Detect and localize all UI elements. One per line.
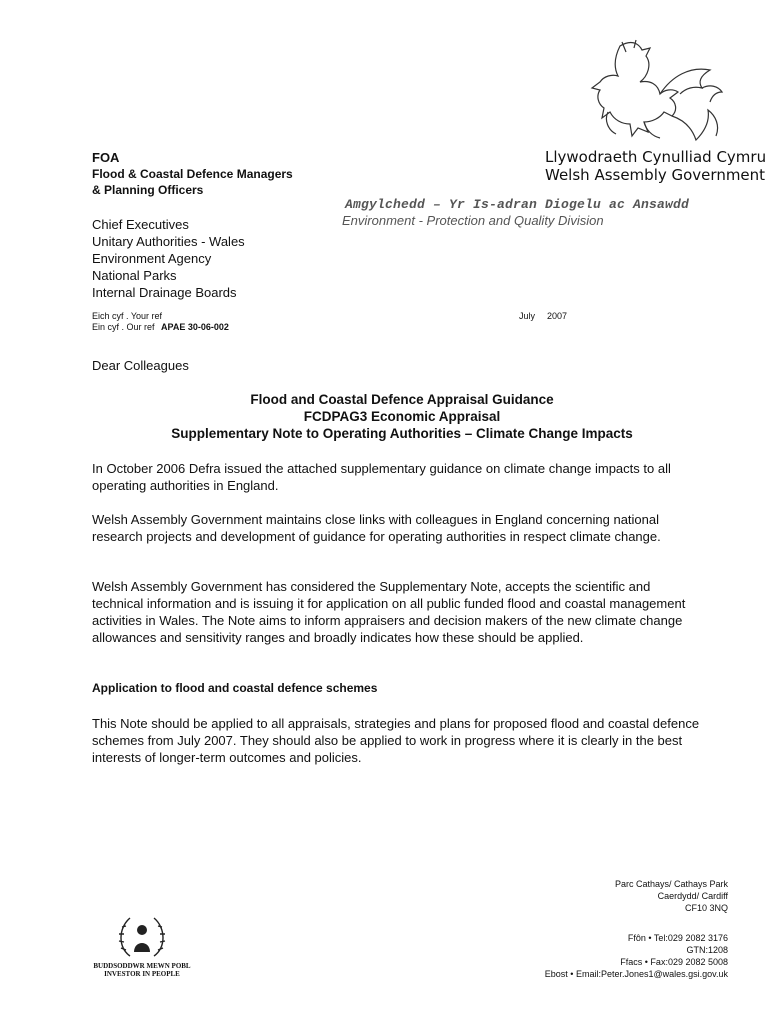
our-ref-label: Ein cyf . Our ref xyxy=(92,322,155,332)
address-line: Parc Cathays/ Cathays Park xyxy=(614,879,728,889)
org-name-english: Welsh Assembly Government xyxy=(545,166,766,184)
paragraph-2: Welsh Assembly Government maintains close links with colleagues in England concerning national research projects and development of guidance for operating authorities in respect climate change. xyxy=(92,512,661,544)
iip-line-1: BUDDSODDWR MEWN POBL xyxy=(93,962,191,970)
paragraph-4: This Note should be applied to all appraisals, strategies and plans for proposed flood and coastal defence schemes from July 2007. They should also be applied to work in progress where it is clearly in the best interests of longer-term outcomes and policies. xyxy=(92,716,700,765)
our-ref-value: APAE 30-06-002 xyxy=(161,322,229,332)
heading-line-3: Supplementary Note to Operating Authorities – Climate Change Impacts xyxy=(171,426,633,441)
paragraph-1: In October 2006 Defra issued the attached supplementary guidance on climate change impacts to all operating authorities in England. xyxy=(92,461,671,493)
iip-line-2: INVESTOR IN PEOPLE xyxy=(104,970,180,978)
division-name-welsh: Amgylchedd – Yr Is-adran Diogelu ac Ansawdd xyxy=(345,197,690,212)
footer-address xyxy=(615,878,728,914)
letter-heading xyxy=(92,391,712,442)
recipient-list-item: National Parks xyxy=(92,268,177,283)
division-name-english: Environment - Protection and Quality Division xyxy=(342,213,604,228)
recipient-list-item: Internal Drainage Boards xyxy=(92,285,237,300)
fax: Ffacs • Fax:029 2082 5008 xyxy=(620,957,728,967)
email-link[interactable]: Ebost • Email:Peter.Jones1@wales.gsi.gov.uk xyxy=(544,969,728,979)
foa-label: FOA xyxy=(92,150,120,165)
heading-line-2: FCDPAG3 Economic Appraisal xyxy=(303,409,501,424)
recipient-list-item: Environment Agency xyxy=(92,251,212,266)
salutation: Dear Colleagues xyxy=(92,358,189,373)
recipient-list-item: Chief Executives xyxy=(92,217,189,232)
address-line: Caerdydd/ Cardiff xyxy=(657,891,728,901)
welsh-dragon-logo xyxy=(560,36,730,146)
footer-contact xyxy=(545,932,728,980)
address-line: CF10 3NQ xyxy=(684,903,728,913)
gtn: GTN:1208 xyxy=(686,945,728,955)
heading-line-1: Flood and Coastal Defence Appraisal Guidance xyxy=(250,392,554,407)
date-year: 2007 xyxy=(547,311,568,321)
your-ref xyxy=(92,311,162,321)
letter-date xyxy=(519,311,567,321)
recipient-list xyxy=(92,216,245,301)
investor-in-people-logo xyxy=(112,912,172,960)
date-month: July xyxy=(519,311,536,321)
recipient-line-2: & Planning Officers xyxy=(92,183,204,197)
paragraph-3: Welsh Assembly Government has considered the Supplementary Note, accepts the scientific and technical information and is issuing it for application on all public funded flood and coastal management activities in Wales. The Note aims to inform appraisers and decision makers of the new climate change allowances and sensitivity ranges and broadly indicates how these should be applied. xyxy=(92,579,686,645)
recipient-line-1: Flood & Coastal Defence Managers xyxy=(92,167,293,181)
your-ref-label: Eich cyf . Your ref xyxy=(92,311,163,321)
recipient-list-item: Unitary Authorities - Wales xyxy=(92,234,245,249)
telephone: Ffôn • Tel:029 2082 3176 xyxy=(627,933,728,943)
investor-in-people-text xyxy=(92,962,192,978)
org-name-welsh: Llywodraeth Cynulliad Cymru xyxy=(545,148,767,166)
section-subheading: Application to flood and coastal defence schemes xyxy=(92,681,378,695)
our-ref xyxy=(92,322,229,332)
